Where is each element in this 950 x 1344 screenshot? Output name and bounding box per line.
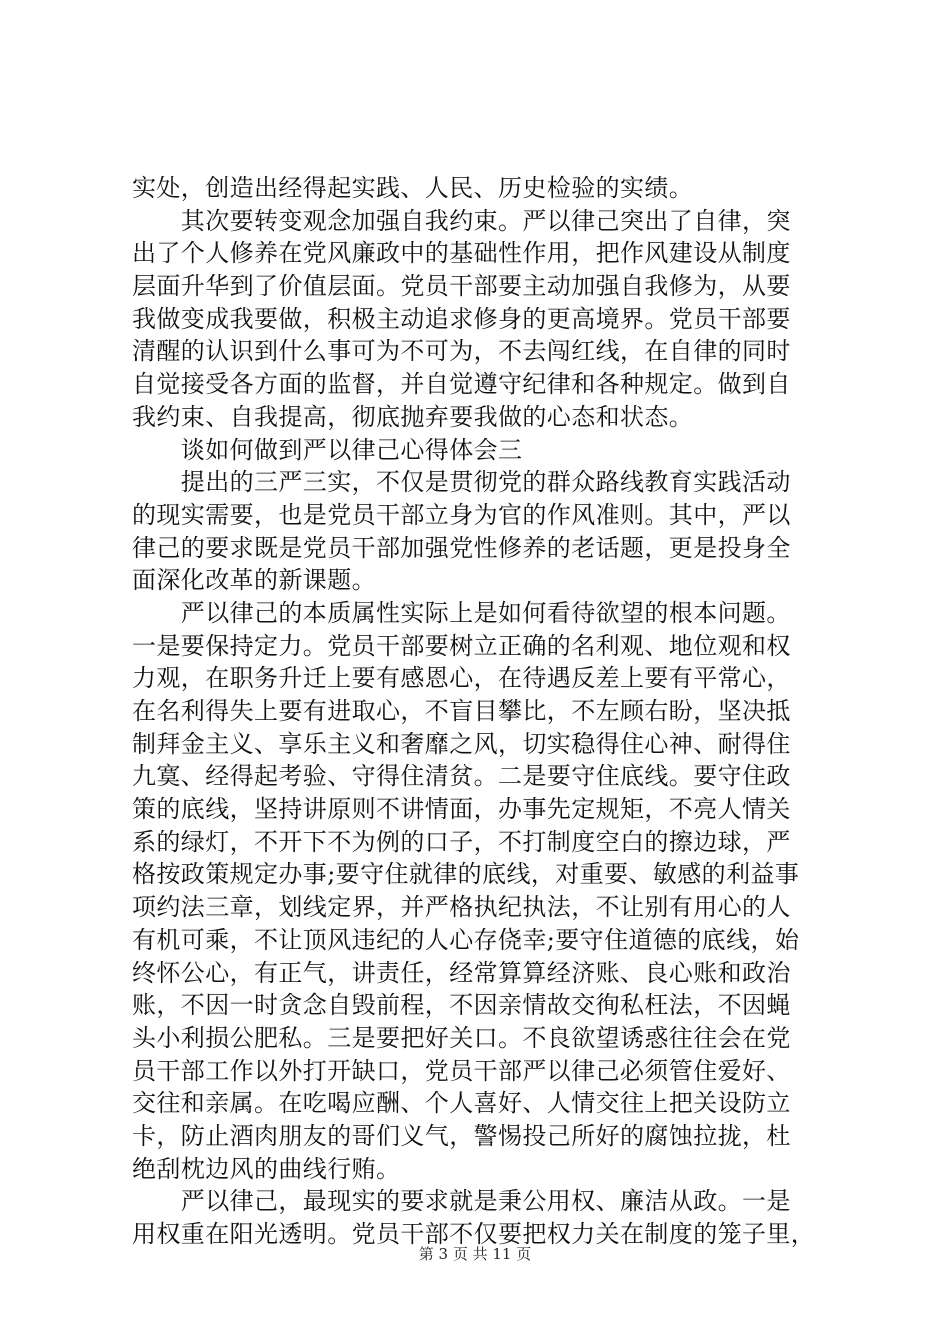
text-line: 用权重在阳光透明。党员干部不仅要把权力关在制度的笼子里，: [132, 1220, 816, 1248]
text-line: 有机可乘，不让顶风违纪的人心存侥幸;要守住道德的底线，始: [132, 925, 800, 954]
text-line: 制拜金主义、享乐主义和奢靡之风，切实稳得住心神、耐得住: [132, 729, 791, 758]
text-line: 其次要转变观念加强自我约束。严以律己突出了自律，突: [132, 206, 791, 235]
text-line: 在名利得失上要有进取心，不盲目攀比，不左顾右盼，坚决抵: [132, 697, 791, 725]
text-line: 卡，防止酒肉朋友的哥们义气，警惕投己所好的腐蚀拉拢，杜: [132, 1121, 791, 1150]
text-line: 员干部工作以外打开缺口，党员干部严以律己必须管住爱好、: [132, 1056, 791, 1085]
text-line: 九寞、经得起考验、守得住清贫。二是要守住底线。要守住政: [132, 762, 791, 791]
text-line: 系的绿灯，不开下不为例的口子，不打制度空白的擦边球，严: [132, 827, 791, 856]
text-line: 自觉接受各方面的监督，并自觉遵守纪律和各种规定。做到自: [132, 370, 791, 399]
section-heading: 谈如何做到严以律己心得体会三: [132, 435, 523, 464]
text-line: 出了个人修养在党风廉政中的基础性作用，把作风建设从制度: [132, 239, 791, 268]
text-line: 清醒的认识到什么事可为不可为，不去闯红线，在自律的同时: [132, 337, 791, 366]
text-line: 实处，创造出经得起实践、人民、历史检验的实绩。: [132, 174, 694, 202]
text-line: 我约束、自我提高，彻底抛弃要我做的心态和状态。: [132, 402, 694, 431]
text-line: 严以律己的本质属性实际上是如何看待欲望的根本问题。: [132, 598, 791, 627]
text-line: 交往和亲属。在吃喝应酬、个人喜好、人情交往上把关设防立: [132, 1089, 791, 1118]
body-text: [132, 172, 832, 1251]
text-line: 项约法三章，划线定界，并严格执纪执法，不让别有用心的人: [132, 893, 791, 922]
text-line: 终怀公心，有正气，讲责任，经常算算经济账、良心账和政治: [132, 958, 791, 987]
text-line: 一是要保持定力。党员干部要树立正确的名利观、地位观和权: [132, 631, 791, 660]
text-line: 策的底线，坚持讲原则不讲情面，办事先定规矩，不亮人情关: [132, 795, 791, 824]
page-number-footer: 第 3 页 共 11 页: [418, 1245, 532, 1263]
text-line: 账，不因一时贪念自毁前程，不因亲情故交徇私枉法，不因蝇: [132, 991, 791, 1020]
text-line: 严以律己，最现实的要求就是秉公用权、廉洁从政。一是: [132, 1187, 791, 1216]
text-line: 格按政策规定办事;要守住就律的底线，对重要、敏感的利益事: [132, 860, 800, 889]
text-line: 的现实需要，也是党员干部立身为官的作风准则。其中，严以: [132, 500, 791, 529]
text-line: 层面升华到了价值层面。党员干部要主动加强自我修为，从要: [132, 272, 791, 301]
text-line: 律己的要求既是党员干部加强党性修养的老话题，更是投身全: [132, 533, 791, 562]
text-line: 绝刮枕边风的曲线行贿。: [132, 1154, 401, 1183]
text-line: 面深化改革的新课题。: [132, 566, 376, 595]
text-line: 头小利损公肥私。三是要把好关口。不良欲望诱惑往往会在党: [132, 1023, 791, 1052]
text-line: 提出的三严三实，不仅是贯彻党的群众路线教育实践活动: [132, 468, 791, 497]
text-line: 我做变成我要做，积极主动追求修身的更高境界。党员干部要: [132, 304, 791, 333]
text-line: 力观，在职务升迁上要有感恩心，在待遇反差上要有平常心，: [132, 664, 791, 693]
